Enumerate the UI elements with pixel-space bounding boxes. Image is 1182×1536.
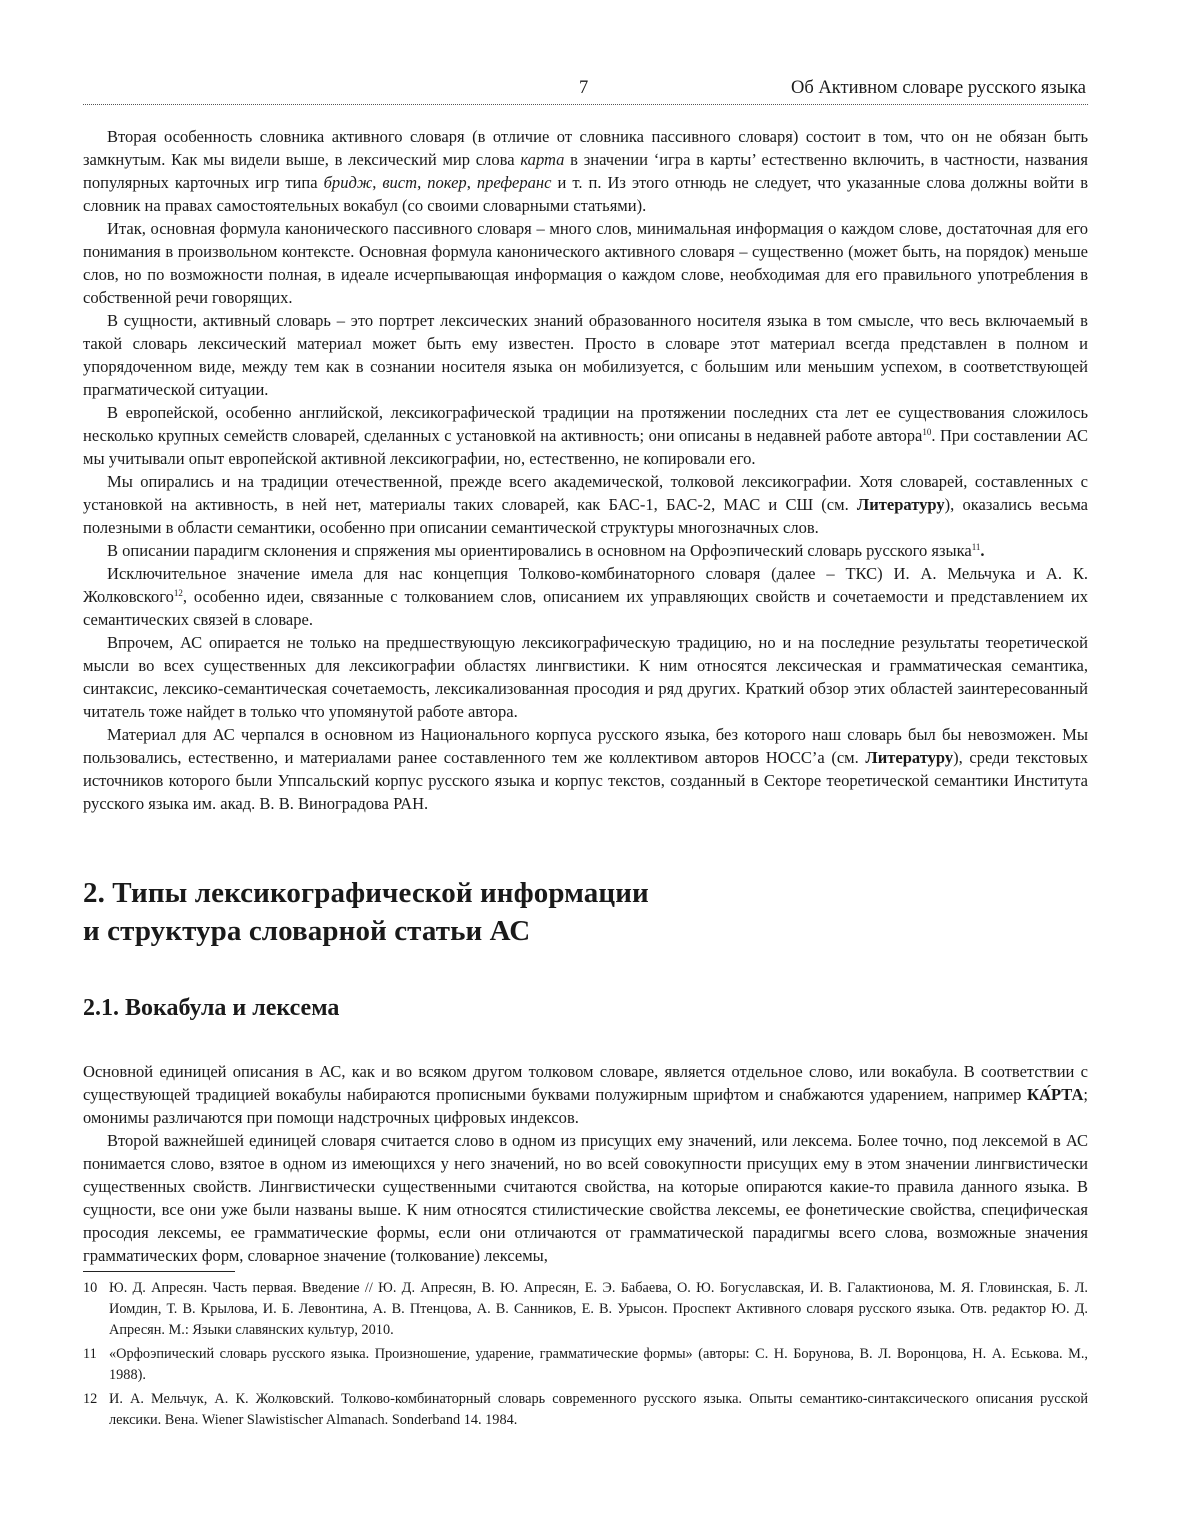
body-text [83,125,1088,1431]
footnote-text: «Орфоэпический словарь русского языка. Произношение, ударение, грамматические формы» (авторы: С. Н. Борунова, В. Л. Воронцова, Н. А. Еськова. М., 1988). [109,1346,1088,1383]
footnote-ref[interactable]: 11 [971,542,981,552]
footnote [83,1278,1088,1341]
footnote-text: И. А. Мельчук, А. К. Жолковский. Толково-комбинаторный словарь современного русского языка. Опыты семантико-синтаксического описания русской лексики. Вена. Wiener Slawistischer Almanach. Sonderband 14. 1984. [109,1391,1088,1428]
paragraph: Мы опирались и на традиции отечественной, прежде всего академической, толковой лексикографии. Хотя словарей, составленных с установкой на активность, в ней нет, материалы таких словарей, как БАС-1, БАС-2, МАС и СШ (см. Литературу), оказались весьма полезными в области семантики, особенно при описании семантической структуры многозначных слов. [83,472,1089,537]
footnote-ref[interactable]: 10 [922,427,932,437]
paragraph: В описании парадигм склонения и спряжения мы ориентировались в основном на Орфоэпический словарь русского языка$^{11}$. [107,541,985,560]
header-dotted-divider [83,104,1088,105]
bold-headword: КА́РТА [1027,1085,1084,1104]
bold-reference: Литературу [856,495,945,514]
bold-reference: Литературу [865,748,954,767]
running-header [83,78,1088,104]
paragraph: Исключительное значение имела для нас концепция Толково-комбинаторного словаря (далее – ТКС) И. А. Мельчука и А. К. Жолковского$^{12}$, особенно идеи, связанные с толкованием слов, описанием их управляющих свойств и сочетаемости и представлением их семантических связей в словаре. [83,564,1088,629]
italic-term: бридж [323,173,373,192]
paragraph: Впрочем, АС опирается не только на предшествующую лексикографическую традицию, но и на последние результаты теоретической мысли во всех существенных для лексикографии областях лингвистики. К ним относятся лексическая и грамматическая семантика, синтаксис, лексико-семантическая сочетаемость, лексикализованная просодия и ряд других. Краткий обзор этих областей заинтересованный читатель тоже найдет в только что упомянутой работе автора. [83,633,1088,721]
footnote-number: 10 [83,1280,98,1296]
paragraph: В сущности, активный словарь – это портрет лексических знаний образованного носителя языка в том смысле, что весь включаемый в такой словарь лексический материал может быть ему известен. Просто в словаре этот материал всегда представлен в полном и упорядоченном виде, между тем как в сознании носителя языка он мобилизуется, с большим или меньшим успехом, в соответствующей прагматической ситуации. [83,311,1088,399]
document-page [83,78,1088,1434]
italic-term: преферанс [476,173,552,192]
footnote-number: 12 [83,1391,98,1407]
italic-term: покер [427,173,467,192]
section-heading: 2. Типы лексикографической информации и структура словарной статьи АС [83,877,649,947]
footnote-ref[interactable]: 12 [173,588,183,598]
footnote-number: 11 [83,1346,97,1362]
paragraph: Второй важнейшей единицей словаря считается слово в одном из присущих ему значений, или лексема. Более точно, под лексемой в АС понимается слово, взятое в одном из имеющихся у него значений, но во всей совокупности присущих ему в этом значении лингвистически существенных свойств. Лингвистически существенными считаются свойства, на которые опираются какие-то правила данного языка. В сущности, все они уже были названы выше. К ним относятся стилистические свойства лексемы, ее фонетические свойства, специфическая просодия лексемы, ее грамматические формы, если они отличаются от грамматической парадигмы всего слова, возможные значения грамматических форм, словарное значение (толкование) лексемы, [83,1131,1088,1265]
footnote-divider [83,1271,235,1272]
paragraph: Итак, основная формула канонического пассивного словаря – много слов, минимальная информация о каждом слове, достаточная для его понимания в произвольном контексте. Основная формула канонического активного словаря – существенно (может быть, на порядок) меньше слов, но по возможности полная, в идеале исчерпывающая информация о каждом слове, необходимая для его правильного употребления в собственной речи говорящих. [83,219,1088,307]
italic-term: вист [382,173,418,192]
running-title: Об Активном словаре русского языка [791,78,1086,98]
page-number: 7 [579,78,589,98]
subsection-heading: 2.1. Вокабула и лексема [83,995,340,1021]
footnotes [83,1278,1088,1431]
footnote [83,1389,1088,1431]
footnote-text: Ю. Д. Апресян. Часть первая. Введение // Ю. Д. Апресян, В. Ю. Апресян, Е. Э. Бабаева, О. Ю. Богуславская, И. В. Галактионова, М. Я. Гловинская, Б. Л. Иомдин, Т. В. Крылова, И. Б. Левонтина, А. В. Птенцова, А. В. Санников, Е. В. Урысон. Проспект Активного словаря русского языка. Отв. редактор Ю. Д. Апресян. М.: Языки славянских культур, 2010. [109,1280,1088,1338]
paragraph: Основной единицей описания в АС, как и во всяком другом толковом словаре, является отдельное слово, или вокабула. В соответствии с существующей традицией вокабулы набираются прописными буквами полужирным шрифтом и снабжаются ударением, например КА́РТА; омонимы различаются при помощи надстрочных цифровых индексов. [83,1062,1088,1127]
italic-term: карта [520,150,565,169]
paragraph: Вторая особенность словника активного словаря (в отличие от словника пассивного словаря) состоит в том, что он не обязан быть замкнутым. Как мы видели выше, в лексический мир слова карта в значении ‘игра в карты’ естественно включить, в частности, названия популярных карточных игр типа бридж, вист, покер, преферанс и т. п. Из этого отнюдь не следует, что указанные слова должны войти в словник на правах самостоятельных вокабул (со своими словарными статьями). [83,127,1089,215]
footnote [83,1344,1088,1386]
paragraph: В европейской, особенно английской, лексикографической традиции на протяжении последних ста лет ее существования сложилось несколько крупных семейств словарей, сделанных с установкой на активность; они описаны в недавней работе автора$^{10}$. При составлении АС мы учитывали опыт европейской активной лексикографии, но, естественно, не копировали его. [83,403,1088,468]
paragraph: Материал для АС черпался в основном из Национального корпуса русского языка, без которого наш словарь был бы невозможен. Мы пользовались, естественно, и материалами ранее составленного тем же коллективом авторов НОСС’а (см. Литературу), среди текстовых источников которого были Уппсальский корпус русского языка и корпус текстов, созданный в Секторе теоретической семантики Института русского языка им. акад. В. В. Виноградова РАН. [83,725,1088,813]
